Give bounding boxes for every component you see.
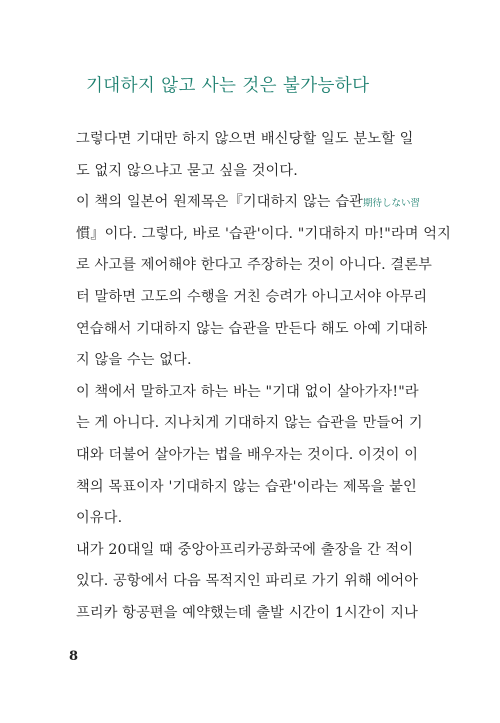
text-line: 로 사고를 제어해야 한다고 주장하는 것이 아니다. 결론부 <box>76 257 432 274</box>
section-heading: 기대하지 않고 사는 것은 불가능하다 <box>86 76 370 96</box>
text-line: 慣』이다. 그렇다, 바로 '습관'이다. "기대하지 마!"라며 억지 <box>76 225 452 242</box>
body-text <box>76 124 452 630</box>
text-line-main: 이 책의 일본어 원제목은『기대하지 않는 습관 <box>76 194 364 211</box>
text-line: 지 않을 수는 없다. <box>76 352 192 369</box>
text-line: 연습해서 기대하지 않는 습관을 만든다 해도 아예 기대하 <box>76 320 428 337</box>
text-line: 그렇다면 기대만 하지 않으면 배신당할 일도 분노할 일 <box>76 131 414 147</box>
text-line: 대와 더불어 살아가는 법을 배우자는 것이다. 이것이 이 <box>76 446 419 463</box>
text-line <box>76 187 432 219</box>
text-line: 터 말하면 고도의 수행을 거친 승려가 아니고서야 아무리 <box>76 288 428 305</box>
text-line: 내가 20대일 때 중앙아프리카공화국에 출장을 간 적이 <box>76 541 414 558</box>
text-line: 도 없지 않으냐고 묻고 싶을 것이다. <box>76 162 298 179</box>
page-number: 8 <box>69 649 79 664</box>
text-line: 이유다. <box>76 510 123 527</box>
text-line: 프리카 항공편을 예약했는데 출발 시간이 1시간이 지나 <box>76 604 418 621</box>
original-title-note: 期待しない習 <box>363 198 421 210</box>
text-line: 책의 목표이자 '기대하지 않는 습관'이라는 제목을 붙인 <box>76 478 417 495</box>
text-line: 이 책에서 말하고자 하는 바는 "기대 없이 살아가자!"라 <box>76 383 419 400</box>
text-line: 있다. 공항에서 다음 목적지인 파리로 가기 위해 에어아 <box>76 573 419 590</box>
text-line: 는 게 아니다. 지나치게 기대하지 않는 습관을 만들어 기 <box>76 415 423 432</box>
